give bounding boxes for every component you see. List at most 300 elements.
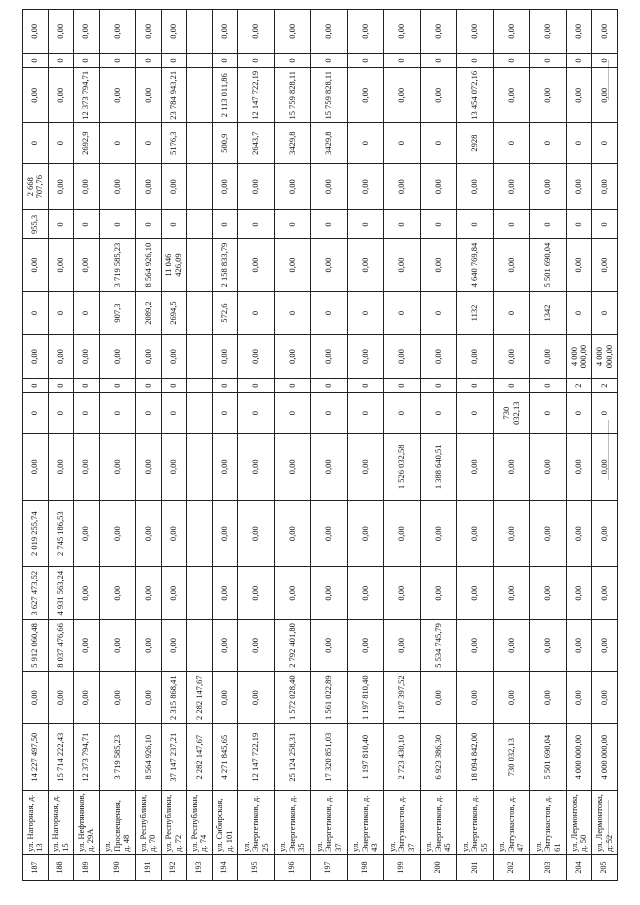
table-row [274,10,311,881]
value-cell: 0 [99,123,136,164]
row-number: 189 [74,854,100,880]
address-cell: ул. Энтузиастов, д. 61 [530,791,567,855]
value-cell: 0,00 [566,163,592,209]
value-cell: 0,00 [99,672,136,724]
value-cell: 0,00 [347,239,384,291]
value-cell [187,210,213,239]
value-cell: 0,00 [347,619,384,671]
value-cell: 0,00 [99,10,136,54]
table-row [592,10,618,881]
value-cell: 0,00 [493,433,530,500]
value-cell: 1132 [457,291,494,335]
value-cell: 0 [347,378,384,393]
value-cell: 0,00 [592,10,618,54]
value-cell [187,619,213,671]
value-cell: 0,00 [311,163,348,209]
value-cell: 0 [592,210,618,239]
value-cell [187,500,213,567]
value-cell: 0,00 [592,567,618,619]
address-cell: ул. Энергетиков, д. 45 [420,791,457,855]
value-cell: 0 [493,123,530,164]
table-row [212,10,238,881]
value-cell: 0,00 [274,433,311,500]
value-cell: 0 [238,53,275,68]
value-cell: 0,00 [212,619,238,671]
value-cell: 0,00 [238,10,275,54]
value-cell: 6 923 386,30 [420,724,457,791]
value-cell: 0 [311,210,348,239]
address-cell: ул. Республики, д. 70 [136,791,162,855]
value-cell: 1342 [530,291,567,335]
value-cell [187,123,213,164]
value-cell: 0 [566,123,592,164]
value-cell: 0,00 [566,68,592,123]
value-cell: 0,00 [161,567,187,619]
row-number: 192 [161,854,187,880]
value-cell: 0 [311,393,348,434]
value-cell: 1 197 810,40 [347,724,384,791]
value-cell: 0 [274,210,311,239]
value-cell: 0,00 [136,163,162,209]
value-cell: 0,00 [238,239,275,291]
value-cell [187,335,213,379]
value-cell: 1 561 022,89 [311,672,348,724]
value-cell: 0,00 [420,239,457,291]
value-cell: 0,00 [99,500,136,567]
value-cell: 0 [74,393,100,434]
value-cell: 0 [311,53,348,68]
value-cell: 0 [566,53,592,68]
value-cell: 0 [274,393,311,434]
value-cell: 0 [23,123,49,164]
value-cell: 0,00 [384,239,421,291]
value-cell: 0,00 [457,672,494,724]
value-cell [187,378,213,393]
value-cell: 0 [74,53,100,68]
value-cell: 0,00 [23,239,49,291]
table-row [187,10,213,881]
value-cell: 0 [384,53,421,68]
value-cell: 0 [530,393,567,434]
value-cell: 0,00 [48,335,74,379]
value-cell: 0,00 [48,672,74,724]
value-cell: 23 784 943,21 [161,68,187,123]
row-number: 198 [347,854,384,880]
value-cell: 0,00 [347,433,384,500]
address-cell: ул. Республики, д. 72 [161,791,187,855]
value-cell: 0 [457,378,494,393]
value-cell: 4 000 000,00 [566,335,592,379]
value-cell: 2 [566,378,592,393]
value-cell: 0 [99,210,136,239]
value-cell: 0,00 [311,239,348,291]
value-cell: 2694,5 [161,291,187,335]
value-cell: 0 [384,291,421,335]
table-row [457,10,494,881]
value-cell: 0,00 [457,433,494,500]
value-cell: 2928 [457,123,494,164]
value-cell: 0 [48,53,74,68]
address-cell: ул. Республики, д. 74 [187,791,213,855]
value-cell: 0,00 [420,10,457,54]
row-number: 196 [274,854,311,880]
value-cell: 0,00 [530,672,567,724]
value-cell: 0 [23,53,49,68]
value-cell: 0,00 [136,433,162,500]
value-cell: 0,00 [48,163,74,209]
value-cell: 13 454 072,16 [457,68,494,123]
value-cell: 0,00 [23,433,49,500]
value-cell: 3 627 473,52 [23,567,49,619]
value-cell: 0,00 [592,672,618,724]
value-cell: 0,00 [212,163,238,209]
value-cell: 0,00 [592,163,618,209]
value-cell: 0,00 [161,163,187,209]
value-cell: 0 [384,393,421,434]
value-cell: 0 [212,53,238,68]
value-cell [187,433,213,500]
value-cell: 1 197 397,52 [384,672,421,724]
value-cell: 0 [347,291,384,335]
value-cell: 0 [530,123,567,164]
value-cell: 0 [161,393,187,434]
value-cell: 0,00 [493,619,530,671]
value-cell: 2 282 147,67 [187,672,213,724]
value-cell: 3 719 585,23 [99,239,136,291]
value-cell: 12 147 722,19 [238,724,275,791]
value-cell: 0 [347,210,384,239]
value-cell: 0 [347,53,384,68]
value-cell: 1 197 810,40 [347,672,384,724]
value-cell: 0 [136,210,162,239]
value-cell: 0 [48,393,74,434]
address-cell: ул. Нагорная, д. 15 [48,791,74,855]
value-cell: 0 [592,393,618,434]
value-cell: 0,00 [420,163,457,209]
value-cell: 0 [592,53,618,68]
value-cell [187,393,213,434]
table-row [99,10,136,881]
value-cell: 11 046 426,09 [161,239,187,291]
value-cell: 0,00 [420,500,457,567]
value-cell: 0 [99,393,136,434]
value-cell: 0,00 [493,163,530,209]
value-cell: 0,00 [136,672,162,724]
value-cell: 0 [566,210,592,239]
row-number: 194 [212,854,238,880]
value-cell: 0,00 [48,10,74,54]
value-cell: 0 [420,393,457,434]
value-cell: 0 [420,53,457,68]
value-cell: 3429,8 [311,123,348,164]
value-cell: 0,00 [493,500,530,567]
value-cell: 0,00 [74,672,100,724]
value-cell: 0,00 [566,500,592,567]
row-number: 188 [48,854,74,880]
value-cell: 0 [74,291,100,335]
value-cell: 0,00 [99,335,136,379]
value-cell: 0 [48,123,74,164]
row-number: 201 [457,854,494,880]
value-cell: 0,00 [347,567,384,619]
value-cell: 12 147 722,19 [238,68,275,123]
value-cell: 0,00 [592,68,618,123]
value-cell: 15 759 828,11 [274,68,311,123]
value-cell: 0 [136,393,162,434]
address-cell: ул. Нагорная, д. 13 [23,791,49,855]
value-cell: 0 [457,393,494,434]
value-cell: 0 [161,53,187,68]
value-cell: 0 [420,291,457,335]
address-cell: ул. Энергетиков, д. 25 [238,791,275,855]
value-cell: 2 113 011,86 [212,68,238,123]
value-cell: 0,00 [136,68,162,123]
value-cell: 1 388 640,51 [420,433,457,500]
value-cell: 0,00 [74,433,100,500]
value-cell: 4 000 000,00 [592,724,618,791]
value-cell: 2 158 833,79 [212,239,238,291]
table-row [384,10,421,881]
value-cell: 500,9 [212,123,238,164]
value-cell: 0,00 [74,10,100,54]
rotated-table-wrapper [22,9,618,881]
value-cell: 0,00 [274,163,311,209]
value-cell: 0 [136,123,162,164]
table-row [493,10,530,881]
row-number: 202 [493,854,530,880]
address-cell: ул. Энтузиастов, д. 37 [384,791,421,855]
value-cell: 0,00 [420,567,457,619]
value-cell: 2 668 707,76 [23,163,49,209]
value-cell: 3429,8 [274,123,311,164]
value-cell [187,239,213,291]
value-cell: 0 [566,291,592,335]
value-cell: 0,00 [347,68,384,123]
value-cell: 0 [23,393,49,434]
value-cell: 730 032,13 [493,393,530,434]
row-number: 204 [566,854,592,880]
value-cell: 0,00 [274,10,311,54]
value-cell: 0,00 [238,500,275,567]
value-cell: 0,00 [457,163,494,209]
value-cell: 1 572 028,40 [274,672,311,724]
value-cell: 0 [212,393,238,434]
value-cell: 0,00 [212,433,238,500]
value-cell: 0,00 [311,619,348,671]
value-cell: 0,00 [566,567,592,619]
value-cell: 2 282 147,67 [187,724,213,791]
value-cell: 5 501 690,04 [530,724,567,791]
value-cell: 0,00 [161,433,187,500]
address-cell: ул. Энергетиков, д. 55 [457,791,494,855]
value-cell: 0 [274,291,311,335]
value-cell: 0,00 [74,335,100,379]
value-cell: 0 [48,210,74,239]
address-cell: ул. Энергетиков, д. 43 [347,791,384,855]
value-cell: 0,00 [136,500,162,567]
value-cell: 0 [347,393,384,434]
row-number: 199 [384,854,421,880]
row-number: 203 [530,854,567,880]
row-number: 193 [187,854,213,880]
value-cell: 0,00 [48,68,74,123]
value-cell: 0 [23,378,49,393]
value-cell: 0,00 [99,567,136,619]
table-row [420,10,457,881]
value-cell: 0,00 [274,335,311,379]
value-cell: 25 124 258,31 [274,724,311,791]
value-cell: 0,00 [457,10,494,54]
value-cell: 0 [592,291,618,335]
value-cell: 1 526 032,58 [384,433,421,500]
table-row [161,10,187,881]
value-cell: 0,00 [457,619,494,671]
value-cell: 0,00 [274,567,311,619]
value-cell: 0,00 [493,335,530,379]
value-cell: 37 147 237,21 [161,724,187,791]
value-cell: 12 373 794,71 [74,724,100,791]
value-cell: 0,00 [530,335,567,379]
value-cell: 955,3 [23,210,49,239]
value-cell: 0,00 [592,433,618,500]
housing-repair-table [22,9,618,881]
value-cell: 572,6 [212,291,238,335]
value-cell: 0 [161,210,187,239]
value-cell: 0 [530,53,567,68]
value-cell: 0 [274,53,311,68]
value-cell: 0,00 [530,567,567,619]
value-cell [187,291,213,335]
value-cell: 0 [238,393,275,434]
value-cell: 4 931 563,24 [48,567,74,619]
value-cell [187,53,213,68]
value-cell: 3 719 585,23 [99,724,136,791]
address-cell: ул. Энергетиков, д. 35 [274,791,311,855]
value-cell: 0 [48,378,74,393]
value-cell: 0,00 [212,567,238,619]
value-cell: 0,00 [74,239,100,291]
row-number: 195 [238,854,275,880]
value-cell: 0,00 [420,68,457,123]
value-cell: 5 534 745,79 [420,619,457,671]
value-cell [187,10,213,54]
table-row [311,10,348,881]
value-cell: 2 [592,378,618,393]
value-cell: 0 [48,291,74,335]
value-cell: 0 [238,291,275,335]
value-cell: 0,00 [530,433,567,500]
value-cell: 4 000 000,00 [592,335,618,379]
value-cell [187,567,213,619]
value-cell: 0,00 [99,68,136,123]
value-cell: 0,00 [384,335,421,379]
value-cell: 0,00 [23,672,49,724]
row-number: 200 [420,854,457,880]
value-cell: 0,00 [530,500,567,567]
value-cell: 0,00 [384,10,421,54]
value-cell: 0,00 [212,335,238,379]
value-cell: 0,00 [566,619,592,671]
value-cell: 2 019 255,74 [23,500,49,567]
value-cell: 18 094 842,00 [457,724,494,791]
value-cell: 0 [238,378,275,393]
value-cell: 0 [457,53,494,68]
value-cell: 0 [212,210,238,239]
value-cell: 0,00 [493,672,530,724]
value-cell: 0,00 [384,500,421,567]
value-cell: 0,00 [493,239,530,291]
value-cell: 0,00 [384,567,421,619]
value-cell: 12 373 794,71 [74,68,100,123]
value-cell: 0,00 [566,10,592,54]
value-cell: 0 [493,210,530,239]
value-cell: 0 [420,378,457,393]
value-cell: 0,00 [457,567,494,619]
table-body [23,10,618,881]
value-cell: 0,00 [74,163,100,209]
address-cell: ул. Лермонтова, д. 50 [566,791,592,855]
value-cell: 0 [311,291,348,335]
value-cell: 0,00 [238,619,275,671]
table-row [23,10,49,881]
value-cell: 0,00 [347,163,384,209]
value-cell: 0 [592,123,618,164]
value-cell: 0,00 [74,500,100,567]
table-row [530,10,567,881]
value-cell: 0 [99,378,136,393]
value-cell: 0,00 [384,68,421,123]
value-cell: 0,00 [161,10,187,54]
value-cell: 2089,2 [136,291,162,335]
value-cell: 0,00 [347,335,384,379]
value-cell: 0,00 [493,68,530,123]
value-cell: 5176,3 [161,123,187,164]
value-cell: 0,00 [238,433,275,500]
value-cell: 0,00 [99,619,136,671]
value-cell [187,163,213,209]
value-cell: 0,00 [136,335,162,379]
value-cell: 0,00 [23,10,49,54]
value-cell: 5 912 060,48 [23,619,49,671]
value-cell: 0,00 [384,163,421,209]
value-cell: 0,00 [274,500,311,567]
value-cell: 0,00 [493,567,530,619]
value-cell: 0 [530,378,567,393]
value-cell: 0,00 [311,500,348,567]
value-cell: 0,00 [99,433,136,500]
row-number: 197 [311,854,348,880]
value-cell: 0 [493,53,530,68]
table-row [347,10,384,881]
value-cell: 0,00 [238,163,275,209]
value-cell: 0,00 [48,239,74,291]
table-row [566,10,592,881]
row-number: 205 [592,854,618,880]
value-cell: 0,00 [457,500,494,567]
value-cell: 0 [136,378,162,393]
value-cell: 0 [420,123,457,164]
row-number: 190 [99,854,136,880]
value-cell: 2 745 186,53 [48,500,74,567]
address-cell: ул. Лермонтова, д. 52 [592,791,618,855]
value-cell: 0,00 [592,500,618,567]
value-cell: 5 501 690,04 [530,239,567,291]
value-cell: 0,00 [212,500,238,567]
row-number: 191 [136,854,162,880]
address-cell: ул. Нефтяников, д. 29А [74,791,100,855]
value-cell: 0 [530,210,567,239]
value-cell: 2692,9 [74,123,100,164]
